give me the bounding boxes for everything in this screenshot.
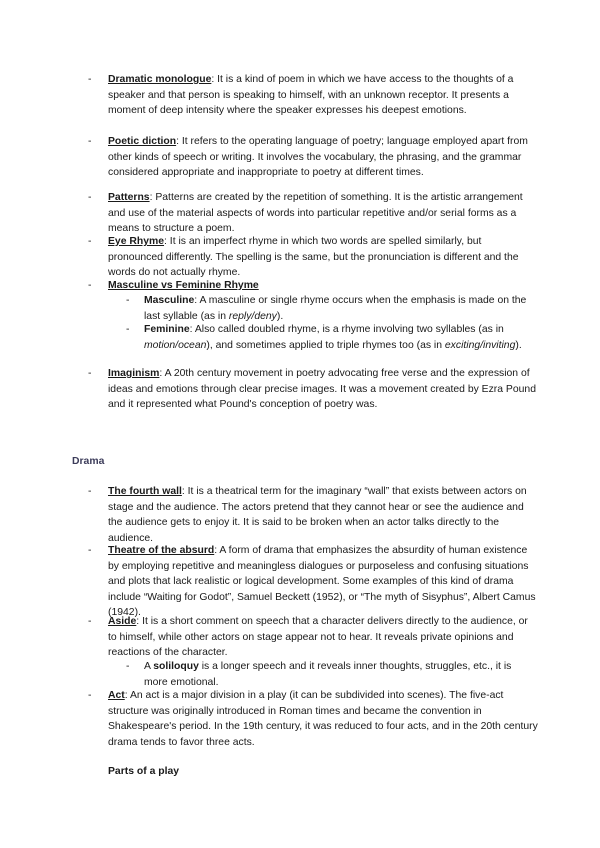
sub-item-feminine xyxy=(126,322,536,353)
term: Masculine vs Feminine Rhyme xyxy=(108,280,259,291)
term: Imaginism xyxy=(108,368,160,379)
list-item-poetic-diction xyxy=(88,134,538,181)
term: Masculine xyxy=(144,295,195,306)
list-item-theatre-absurd xyxy=(88,543,538,621)
bullet-dash: - xyxy=(88,74,92,85)
term: Aside xyxy=(108,616,137,627)
bullet-dash: - xyxy=(126,324,130,335)
prefix: A xyxy=(144,661,154,672)
bullet-dash: - xyxy=(88,236,92,247)
bullet-dash: - xyxy=(88,368,92,379)
definition-end: ). xyxy=(276,310,284,322)
term: Patterns xyxy=(108,192,150,203)
example: motion/ocean xyxy=(144,339,207,351)
bullet-dash: - xyxy=(88,616,92,627)
term: Dramatic monologue xyxy=(108,74,212,85)
term: The fourth wall xyxy=(108,486,182,497)
list-item-masculine-feminine-rhyme xyxy=(88,278,538,294)
definition: : A 20th century movement in poetry advocating free verse and the expression of ideas and emotions through clear precise images. It was a movement created by Ezra Pound and it represented what Pound's conception of poetry was. xyxy=(108,368,536,410)
definition-end: ). xyxy=(515,339,522,351)
bullet-dash: - xyxy=(126,661,130,672)
definition: : It is a theatrical term for the imaginary “wall” that exists between actors on stage and the audience. The actors pretend that they cannot hear or see the audience and the audience gets to enjoy it. It is said to be broken when an actor talks directly to the audience. xyxy=(108,486,527,544)
definition: : Also called doubled rhyme, is a rhyme involving two syllables (as in xyxy=(189,324,504,335)
bullet-dash: - xyxy=(126,295,130,306)
list-item-dramatic-monologue xyxy=(88,72,538,119)
definition: : A masculine or single rhyme occurs when the emphasis is made on the last syllable (as in xyxy=(144,295,527,322)
definition: : It refers to the operating language of poetry; language employed apart from other kinds of speech or writing. It involves the vocabulary, the phrasing, and the grammar considered appropriate and inappropriate to poetry at different times. xyxy=(108,136,528,178)
bullet-dash: - xyxy=(88,690,92,701)
list-item-act xyxy=(88,688,538,750)
bullet-dash: - xyxy=(88,280,92,291)
bullet-dash: - xyxy=(88,192,92,203)
definition: : It is an imperfect rhyme in which two words are spelled similarly, but pronounced differently. The spelling is the same, but the pronunciation is different and the words do not actually rhyme. xyxy=(108,236,519,278)
subheading-parts-of-a-play: Parts of a play xyxy=(108,766,180,777)
definition: : Patterns are created by the repetition of something. It is the artistic arrangement and use of the material aspects of words into particular repetitive and/or serial forms as a means to structure a poem. xyxy=(108,192,523,234)
list-item-fourth-wall xyxy=(88,484,538,546)
sub-item-soliloquy xyxy=(126,659,536,690)
term: Eye Rhyme xyxy=(108,236,165,247)
example: exciting/inviting xyxy=(444,339,516,351)
term: Act xyxy=(108,690,125,701)
term: soliloquy xyxy=(153,661,199,672)
bullet-dash: - xyxy=(88,545,92,556)
definition: : It is a short comment on speech that a character delivers directly to the audience, or to himself, while other actors on stage appear not to hear. It reveals private opinions and reactions of the character. xyxy=(108,616,528,658)
definition: is a longer speech and it reveals inner thoughts, struggles, etc., it is more emotional. xyxy=(144,661,512,688)
bullet-dash: - xyxy=(88,136,92,147)
term: Feminine xyxy=(144,324,190,335)
definition: : An act is a major division in a play (it can be subdivided into scenes). The five-act structure was originally introduced in Roman times and became the convention in Shakespeare's period. In the 19th century, it was reduced to four acts, and in the 20th century drama tends to favor three acts. xyxy=(108,690,538,748)
term: Theatre of the absurd xyxy=(108,545,215,556)
bullet-dash: - xyxy=(88,486,92,497)
sub-item-masculine xyxy=(126,293,536,324)
list-item-aside xyxy=(88,614,538,661)
term: Poetic diction xyxy=(108,136,177,147)
definition: : A form of drama that emphasizes the absurdity of human existence by employing repetitive and meaningless dialogues or purposeless and confusing situations and plots that lack realistic or logical development. Some examples of this kind of drama include “Waiting for Godot”, Samuel Beckett (1952), or “The myth of Sisyphus”, Albert Camus (1942). xyxy=(108,545,536,618)
definition: : It is a kind of poem in which we have access to the thoughts of a speaker and that person is speaking to himself, with an unknown receptor. It presents a moment of deep intensity where the speaker expresses his deepest emotions. xyxy=(108,74,514,116)
list-item-eye-rhyme xyxy=(88,234,538,281)
section-heading-drama: Drama xyxy=(72,456,105,467)
list-item-patterns xyxy=(88,190,538,237)
definition-mid: ), and sometimes applied to triple rhymes too (as in xyxy=(206,339,445,351)
list-item-imaginism xyxy=(88,366,538,413)
example: reply/deny xyxy=(228,310,277,322)
